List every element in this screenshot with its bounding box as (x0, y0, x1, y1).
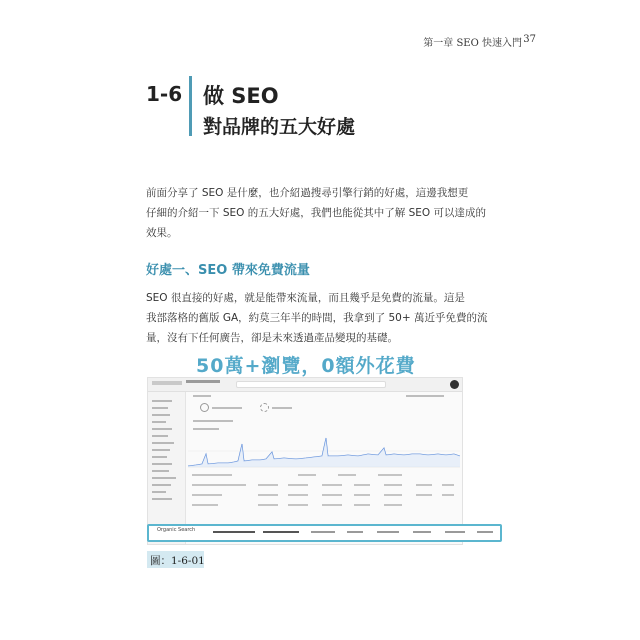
table-cell (416, 494, 432, 496)
table-cell (192, 504, 218, 506)
highlight-cell (263, 531, 299, 533)
screenshot-sidebar (148, 392, 186, 545)
paragraph-line: 仔細的介紹一下 SEO 的五大好處，我們也能從其中了解 SEO 可以達成的 (146, 207, 486, 219)
sidebar-item (152, 463, 172, 465)
segment-circle (260, 403, 269, 412)
benefit-heading: 好處一、SEO 帶來免費流量 (146, 263, 310, 278)
highlight-cell (477, 531, 493, 533)
sidebar-item (152, 407, 168, 409)
highlight-cell (311, 531, 335, 533)
table-cell (192, 494, 222, 496)
section-title-line1: 做 SEO (203, 84, 279, 108)
table-cell (338, 474, 356, 476)
benefit-paragraph (146, 288, 511, 348)
segment-label (212, 407, 242, 409)
section-number: 1-6 (146, 82, 183, 106)
avatar (450, 380, 459, 389)
sidebar-item (152, 498, 172, 500)
table-cell (258, 484, 278, 486)
section-divider-bar (189, 76, 192, 136)
sidebar-item (152, 477, 176, 479)
table-cell (354, 504, 370, 506)
traffic-line-chart (188, 434, 460, 468)
table-cell (384, 504, 402, 506)
table-cell (192, 474, 232, 476)
screenshot-topbar (148, 378, 463, 392)
sidebar-item (152, 414, 170, 416)
analytics-logo (152, 381, 182, 385)
page-number: 37 (523, 34, 536, 45)
screenshot-title (186, 380, 220, 383)
sidebar-item (152, 421, 166, 423)
table-cell (378, 474, 402, 476)
sidebar-item (152, 470, 169, 472)
sidebar-item (152, 484, 171, 486)
paragraph-line: 量，沒有下任何廣告，卻是未來透過產品變現的基礎。 (146, 332, 398, 344)
table-cell (258, 504, 278, 506)
analytics-screenshot (147, 377, 463, 545)
table-cell (442, 484, 454, 486)
segment-circle (200, 403, 209, 412)
sidebar-item (152, 491, 166, 493)
paragraph-line: 前面分享了 SEO 是什麼，也介紹過搜尋引擎行銷的好處，這邊我想更 (146, 187, 469, 199)
table-cell (384, 484, 402, 486)
highlight-cell (347, 531, 363, 533)
report-title (193, 395, 211, 397)
metric-selector (193, 428, 219, 430)
date-range (406, 395, 444, 397)
table-cell (298, 474, 316, 476)
table-cell (288, 494, 308, 496)
table-cell (354, 484, 370, 486)
figure-headline: 50萬+瀏覽，0額外花費 (196, 355, 416, 377)
paragraph-line: 效果。 (146, 227, 178, 239)
sidebar-item (152, 428, 172, 430)
sidebar-item (152, 400, 172, 402)
highlight-cell (213, 531, 255, 533)
table-cell (322, 484, 342, 486)
segment-label (272, 407, 292, 409)
sidebar-item (152, 442, 174, 444)
table-header-row (188, 472, 458, 478)
table-cell (442, 494, 454, 496)
highlight-cell (445, 531, 465, 533)
figure-caption (147, 551, 204, 568)
running-header: 第一章 SEO 快速入門 (423, 38, 522, 49)
organic-search-highlight (147, 524, 502, 542)
highlight-row-label: Organic Search (157, 527, 196, 533)
table-row (188, 482, 458, 488)
intro-paragraph (146, 183, 511, 243)
paragraph-line: 我部落格的舊版 GA，約莫三年半的時間，我拿到了 50+ 萬近乎免費的流 (146, 312, 488, 324)
paragraph-line: SEO 很直接的好處，就是能帶來流量，而且幾乎是免費的流量。這是 (146, 292, 465, 304)
sidebar-item (152, 435, 168, 437)
table-cell (288, 504, 308, 506)
table-cell (384, 494, 402, 496)
table-row (188, 502, 458, 508)
table-cell (416, 484, 432, 486)
table-cell (354, 494, 370, 496)
figure-caption-text: 圖：1-6-01 (150, 555, 205, 567)
screenshot-search-bar (236, 381, 386, 388)
sidebar-item (152, 456, 167, 458)
table-cell (258, 494, 278, 496)
tab-row (193, 420, 233, 422)
table-cell (322, 504, 342, 506)
highlight-cell (413, 531, 431, 533)
table-cell (288, 484, 308, 486)
highlight-cell (377, 531, 399, 533)
sidebar-item (152, 449, 170, 451)
table-row (188, 492, 458, 498)
section-title-line2: 對品牌的五大好處 (203, 116, 356, 138)
highlight-row (151, 528, 498, 538)
table-cell (322, 494, 342, 496)
table-cell (192, 484, 246, 486)
